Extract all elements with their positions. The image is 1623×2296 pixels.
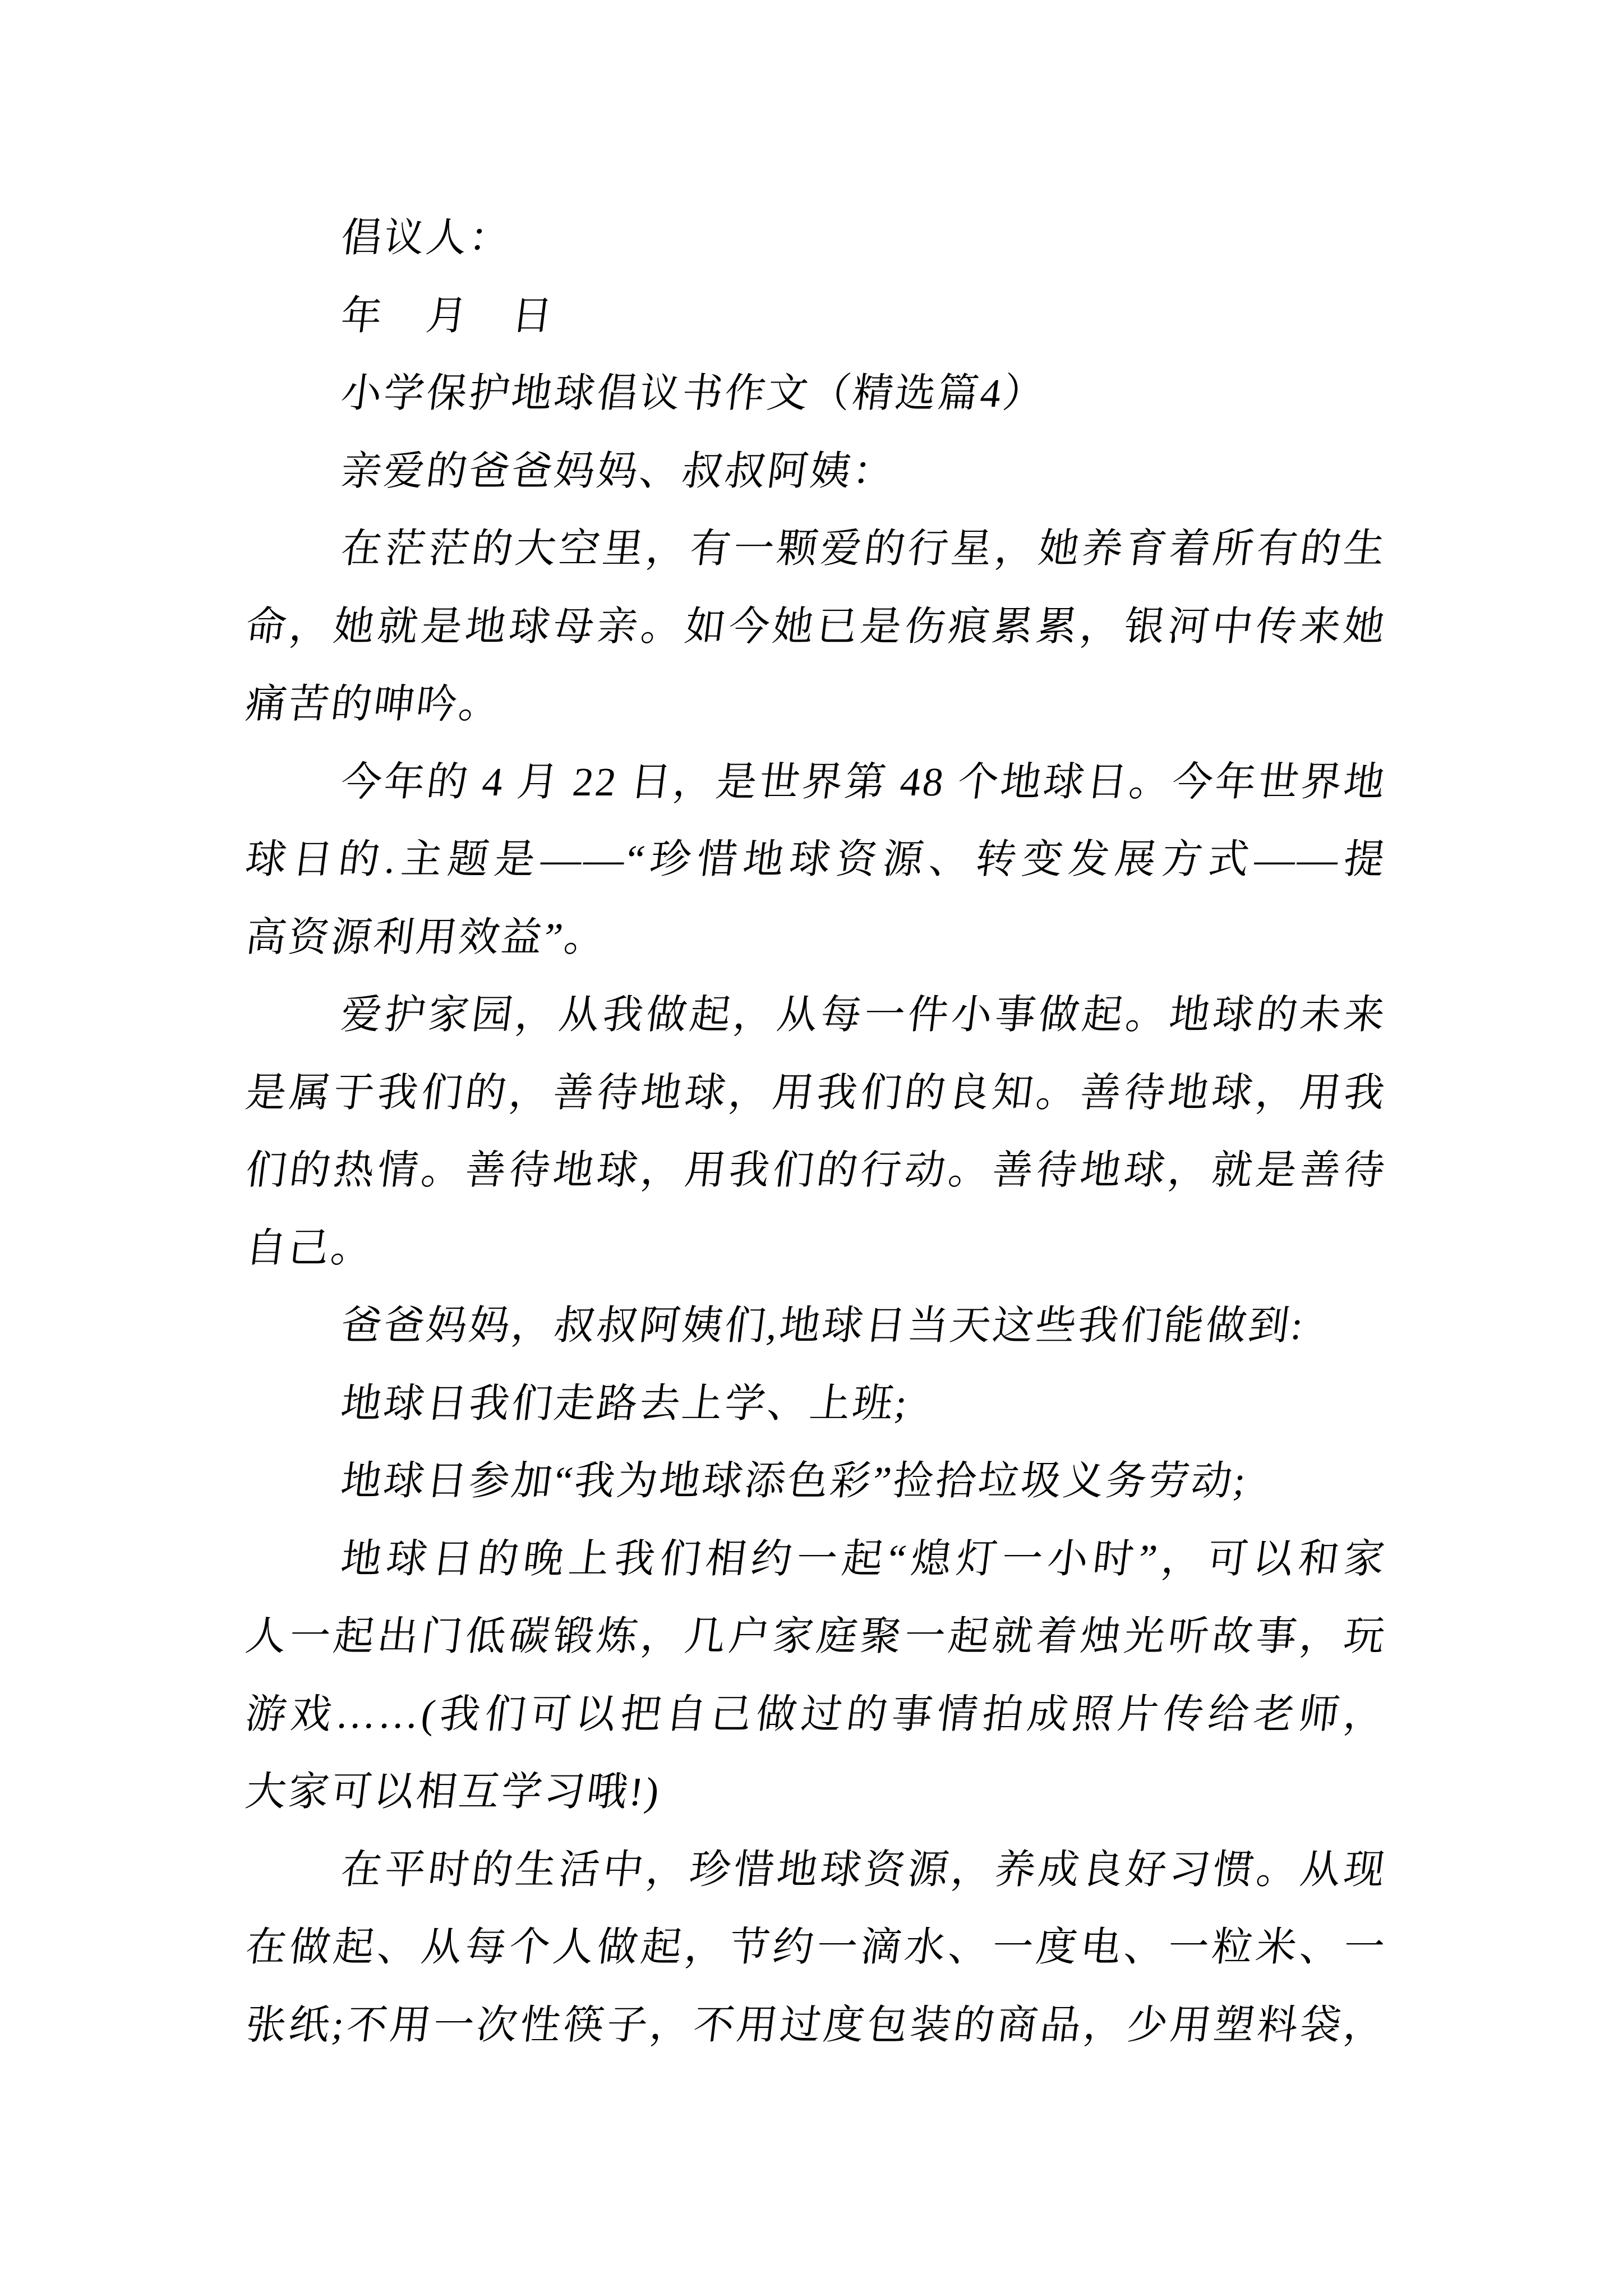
text-line: 在平时的生活中，珍惜地球资源，养成良好习惯。从现	[338, 1847, 1390, 1892]
text-line: 大家可以相互学习哦!)	[243, 1769, 664, 1814]
text-line: 亲爱的爸爸妈妈、叔叔阿姨：	[338, 448, 898, 494]
text-line: 爸爸妈妈，叔叔阿姨们,地球日当天这些我们能做到:	[338, 1303, 1308, 1348]
text-line: 命，她就是地球母亲。如今她已是伤痕累累，银河中传来她	[243, 604, 1390, 649]
text-line: 小学保护地球倡议书作文（精选篇4）	[338, 371, 1049, 416]
text-line: 地球日参加“我为地球添色彩”捡拾垃圾义务劳动;	[338, 1458, 1251, 1503]
text-line: 地球日的晚上我们相约一起“熄灯一小时”，可以和家	[338, 1536, 1390, 1581]
text-line: 自己。	[243, 1225, 377, 1271]
text-line: 倡议人：	[338, 215, 515, 260]
text-line: 地球日我们走路去上学、上班;	[338, 1381, 912, 1426]
text-line: 张纸;不用一次性筷子，不用过度包装的商品，少用塑料袋，	[243, 2002, 1390, 2047]
text-line: 球日的.主题是——“珍惜地球资源、转变发展方式——提	[243, 837, 1390, 882]
text-line: 游戏……(我们可以把自己做过的事情拍成照片传给老师，	[243, 1691, 1390, 1737]
text-line: 是属于我们的，善待地球，用我们的良知。善待地球，用我	[243, 1070, 1390, 1115]
text-line: 在做起、从每个人做起，节约一滴水、一度电、一粒米、一	[243, 1925, 1390, 1970]
text-line: 爱护家园，从我做起，从每一件小事做起。地球的未来	[338, 992, 1390, 1037]
text-line: 在茫茫的大空里，有一颗爱的行星，她养育着所有的生	[338, 526, 1390, 571]
text-line: 痛苦的呻吟。	[243, 682, 505, 726]
text-line: 们的热情。善待地球，用我们的行动。善待地球，就是善待	[243, 1148, 1390, 1193]
text-line: 高资源利用效益”。	[243, 914, 610, 960]
text-line: 人一起出门低碳锻炼，几户家庭聚一起就着烛光听故事，玩	[243, 1614, 1390, 1659]
text-line: 今年的 4 月 22 日，是世界第 48 个地球日。今年世界地	[338, 759, 1390, 804]
text-line: 年 月 日	[338, 293, 557, 338]
document-body	[241, 199, 1390, 2064]
